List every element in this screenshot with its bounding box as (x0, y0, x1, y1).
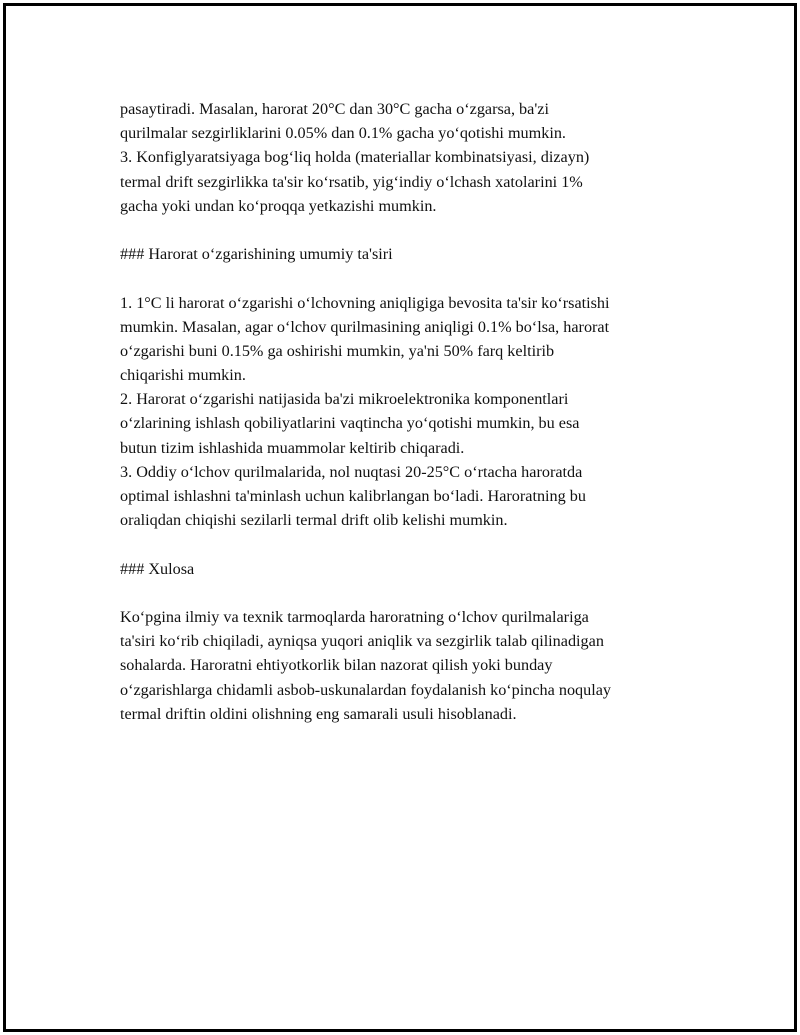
paragraph-gap (120, 266, 690, 290)
paragraph-intro (120, 97, 690, 218)
text-line: mumkin. Masalan, agar o‘lchov qurilmasining aniqligi 0.1% bo‘lsa, harorat (120, 317, 610, 336)
text-line: gacha yoki undan ko‘proqqa yetkazishi mumkin. (120, 196, 437, 215)
text-line: 3. Konfiglyaratsiyaga bog‘liq holda (materiallar kombinatsiyasi, dizayn) (120, 148, 590, 167)
document-body (120, 97, 690, 726)
text-line: ta'siri ko‘rib chiqiladi, ayniqsa yuqori aniqlik va sezgirlik talab qilinadigan (120, 632, 604, 651)
text-line: 1. 1°C li harorat o‘zgarishi o‘lchovning aniqligiga bevosita ta'sir ko‘rsatishi (120, 293, 610, 312)
paragraph-general-effect (120, 291, 690, 533)
text-line: o‘zlarining ishlash qobiliyatlarini vaqtincha yo‘qotishi mumkin, bu esa (120, 414, 580, 433)
text-line: oraliqdan chiqishi sezilarli termal drift olib kelishi mumkin. (120, 511, 508, 530)
heading-general-effect: ### Harorat o‘zgarishining umumiy ta'siri (120, 245, 393, 264)
heading-conclusion: ### Xulosa (120, 559, 195, 578)
text-line: termal drift sezgirlikka ta'sir ko‘rsatib, yig‘indiy o‘lchash xatolarini 1% (120, 172, 583, 191)
text-line: qurilmalar sezgirliklarini 0.05% dan 0.1% gacha yo‘qotishi mumkin. (120, 124, 566, 143)
text-line: chiqarishi mumkin. (120, 366, 246, 385)
text-line: pasaytiradi. Masalan, harorat 20°C dan 30°C gacha o‘zgarsa, ba'zi (120, 100, 549, 118)
text-line: butun tizim ishlashida muammolar keltirib chiqaradi. (120, 438, 465, 457)
text-line: 3. Oddiy o‘lchov qurilmalarida, nol nuqtasi 20-25°C o‘rtacha haroratda (120, 462, 583, 481)
paragraph-gap (120, 581, 690, 605)
text-line: sohalarda. Haroratni ehtiyotkorlik bilan nazorat qilish yoki bunday (120, 656, 553, 675)
text-line: Ko‘pgina ilmiy va texnik tarmoqlarda haroratning o‘lchov qurilmalariga (120, 607, 589, 626)
paragraph-gap (120, 218, 690, 242)
paragraph-gap (120, 532, 690, 556)
text-line: 2. Harorat o‘zgarishi natijasida ba'zi mikroelektronika komponentlari (120, 390, 569, 409)
paragraph-conclusion (120, 605, 690, 726)
text-line: optimal ishlashni ta'minlash uchun kalibrlangan bo‘ladi. Haroratning bu (120, 487, 586, 505)
text-line: o‘zgarishlarga chidamli asbob-uskunalardan foydalanish ko‘pincha noqulay (120, 680, 612, 699)
text-line: o‘zgarishi buni 0.15% ga oshirishi mumkin, ya'ni 50% farq keltirib (120, 341, 555, 360)
text-line: termal driftin oldini olishning eng samarali usuli hisoblanadi. (120, 704, 517, 723)
document-page (3, 3, 797, 1032)
